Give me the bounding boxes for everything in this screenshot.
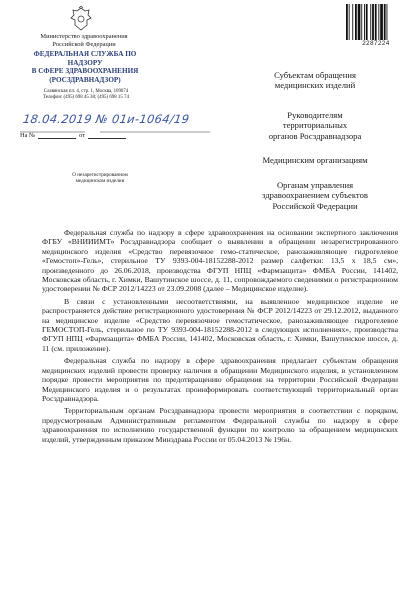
recipient-subjects: Субъектам обращения медицинских изделий xyxy=(274,70,356,91)
letter-body xyxy=(42,228,398,446)
barcode-number: 2287224 xyxy=(362,40,390,47)
barcode-icon xyxy=(345,4,407,40)
recipient-territorial-heads: Руководителям территориальных органов Росздравнадзора xyxy=(268,110,362,141)
agency-address: Славянская пл. 4, стр. 1, Москва, 109074 Телефон: (495) 698 45 38; (495) 698 15 74 xyxy=(43,89,129,100)
agency-name: ФЕДЕРАЛЬНАЯ СЛУЖБА ПО НАДЗОРУ В СФЕРЕ ЗДРАВООХРАНЕНИЯ (РОСЗДРАВНАДЗОР) xyxy=(31,50,139,84)
recipient-health-authorities: Органам управления здравоохранением субъектов Российской Федерации xyxy=(262,180,368,211)
subject-note: О незарегистрированном медицинском изделии xyxy=(72,172,128,185)
state-emblem-icon xyxy=(70,6,92,32)
reference-on-number: На № от xyxy=(20,132,129,139)
body-paragraph: Федеральная служба по надзору в сфере здравоохранения на основании экспертного заключения ФГБУ «ВНИИИМТ» Росздравнадзора сообщает о выявлении в обращении незарегистрированного медицинского изделия «Средство перевязочное гемо-статическое, ранозаживляющее гидрогелевое «Гемостоп»-Гель», стерильное ТУ 9393-004-18152288-2012 размер салфетки: 13,5 х 18,5 см», произведенного до 26.06.2018, производства ФГУП НПЦ «Фармзащита» ФМБА России, 141402, Московская область, г. Химки, Вашутинское шоссе, д. 11, сопровождаемого сведениями о регистрационном удостоверении № ФСР 2012/14223 от 23.09.2008 (далее – Медицинское изделие). xyxy=(42,228,398,294)
recipient-medical-orgs: Медицинским организациям xyxy=(262,155,368,165)
body-paragraph: В связи с установленными несоответствиями, на выявленное медицинское изделие не распространяется действие регистрационного удостоверения № ФСР 2012/14223 от 29.12.2012, выданного на медицинское изделие «Средство перевязочное гемостатическое, ранозаживляющее гидрогелевое ГЕМОСТОП-Гель, стерильное по ТУ 9393-004-18152288-2012 в следующих исполнениях», производства ФГУП НПЦ «Фармзащита» ФМБА России, 141402, Московская область, г. Химки, Вашутинское шоссе, д. 11 (см. приложение). xyxy=(42,296,398,353)
ministry-name: Министерство здравоохранения Российской Федерации xyxy=(40,33,128,48)
body-paragraph: Территориальным органам Росздравнадзора провести мероприятия в соответствии с порядком, предусмотренным Административным регламентом Федеральной службы по надзору в сфере здравоохранения по исполнению государственной функции по контролю за обращением медицинских изделий, утвержденным приказом Минздрава России от 05.04.2013 № 196н. xyxy=(42,406,398,444)
registration-stamp: 18.04.2019 № 01и-1064/19 xyxy=(22,112,191,126)
body-paragraph: Федеральная служба по надзору в сфере здравоохранения предлагает субъектам обращения медицинских изделий провести проверку наличия в обращении Медицинского изделия, в установленном порядке провести мероприятия по предотвращению обращения на территории Российской Федерации Медицинского изделия и о результатах проинформировать соответствующий территориальный орган Росздравнадзора. xyxy=(42,356,398,403)
